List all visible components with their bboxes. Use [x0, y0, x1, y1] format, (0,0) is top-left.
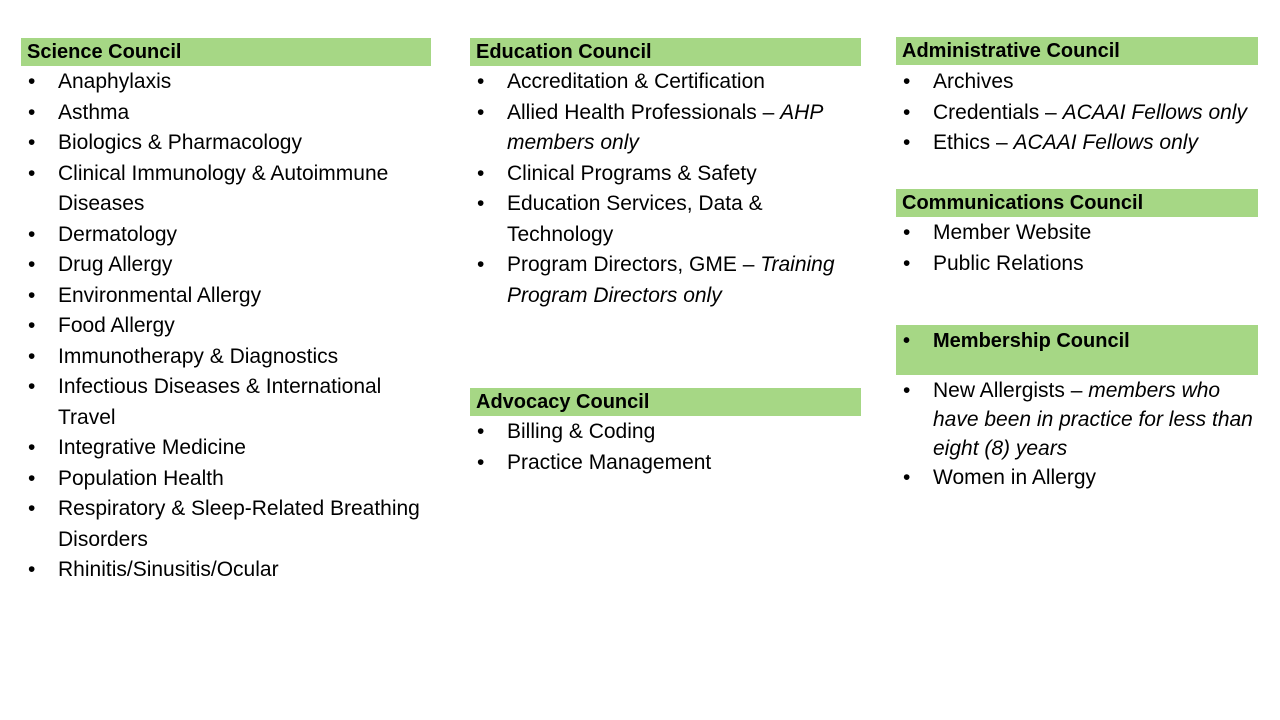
item-label: Education Services, Data & Technology — [507, 192, 763, 246]
bullet-icon: • — [903, 330, 911, 352]
bullet-icon: • — [903, 131, 911, 154]
list-item — [470, 98, 861, 159]
item-label: Clinical Programs & Safety — [507, 161, 757, 185]
item-label: Billing & Coding — [507, 420, 656, 443]
item-label: Food Allergy — [58, 314, 175, 337]
bullet-icon: • — [477, 70, 485, 93]
item-label: Infectious Diseases & International Travel — [58, 375, 382, 429]
list-item — [896, 98, 1258, 129]
list-item — [470, 417, 861, 448]
bullet-icon: • — [28, 344, 36, 368]
list-item — [21, 342, 431, 373]
item-note: AHP members only — [507, 100, 823, 154]
list-item — [21, 464, 431, 495]
education-council-list — [470, 67, 861, 311]
bullet-icon: • — [28, 558, 36, 581]
administrative-council — [896, 37, 1258, 159]
item-label: Accreditation & Certification — [507, 70, 765, 93]
membership-council-list — [896, 376, 1258, 492]
list-item — [21, 311, 431, 342]
science-council-list — [21, 67, 431, 586]
item-label: Rhinitis/Sinusitis/Ocular — [58, 558, 279, 581]
bullet-icon: • — [28, 161, 36, 185]
item-label: Credentials – — [933, 100, 1063, 124]
item-label: Population Health — [58, 466, 224, 490]
list-item — [21, 250, 431, 281]
bullet-icon: • — [28, 466, 36, 490]
bullet-icon: • — [903, 70, 911, 93]
membership-council — [896, 325, 1258, 492]
list-item — [470, 250, 861, 311]
science-council-header: Science Council — [21, 38, 431, 66]
bullet-icon: • — [477, 192, 485, 215]
item-label: Drug Allergy — [58, 253, 173, 276]
item-label: Program Directors, GME – — [507, 253, 761, 276]
list-item — [470, 189, 861, 250]
administrative-council-list — [896, 67, 1258, 159]
bullet-icon: • — [903, 251, 911, 275]
advocacy-council-list — [470, 417, 861, 478]
list-item — [470, 159, 861, 190]
list-item — [21, 555, 431, 586]
item-label: Clinical Immunology & Autoimmune Diseases — [58, 161, 389, 215]
item-label: Ethics – — [933, 131, 1014, 154]
item-label: New Allergists – — [933, 379, 1089, 402]
list-item — [470, 67, 861, 98]
item-label: Member Website — [933, 221, 1092, 244]
advocacy-council-header: Advocacy Council — [470, 388, 861, 416]
list-item — [896, 128, 1258, 159]
bullet-icon: • — [28, 283, 36, 307]
communications-council-header: Communications Council — [896, 189, 1258, 217]
item-label: Respiratory & Sleep-Related Breathing Disorders — [58, 497, 420, 551]
bullet-icon: • — [903, 379, 911, 402]
bullet-icon: • — [28, 375, 36, 398]
bullet-icon: • — [28, 70, 36, 93]
list-item — [21, 128, 431, 159]
list-item — [21, 67, 431, 98]
bullet-icon: • — [903, 221, 911, 244]
bullet-icon: • — [477, 100, 485, 124]
bullet-icon: • — [28, 100, 36, 124]
item-note: ACAAI Fellows only — [1013, 131, 1198, 154]
list-item — [21, 159, 431, 220]
item-label: Public Relations — [933, 251, 1084, 275]
list-item — [896, 463, 1258, 492]
bullet-icon: • — [477, 253, 485, 276]
list-item — [21, 372, 431, 433]
item-label: Allied Health Professionals – — [507, 100, 781, 124]
administrative-council-header: Administrative Council — [896, 37, 1258, 65]
education-council-header: Education Council — [470, 38, 861, 66]
bullet-icon: • — [477, 450, 485, 474]
science-council — [21, 38, 431, 586]
bullet-icon: • — [28, 222, 36, 246]
list-item — [21, 220, 431, 251]
list-item — [21, 98, 431, 129]
education-council — [470, 38, 861, 311]
bullet-icon: • — [903, 100, 911, 124]
list-item — [21, 433, 431, 464]
bullet-icon: • — [28, 436, 36, 459]
bullet-icon: • — [28, 497, 36, 520]
list-item — [896, 376, 1258, 463]
item-note: members who have been in practice for less than eight (8) years — [933, 379, 1253, 460]
item-label: Archives — [933, 70, 1014, 93]
item-note: Training Program Directors only — [507, 253, 835, 307]
list-item — [21, 281, 431, 312]
list-item — [896, 249, 1258, 280]
item-label: Asthma — [58, 100, 130, 124]
item-label: Women in Allergy — [933, 466, 1097, 489]
item-label: Dermatology — [58, 222, 178, 246]
bullet-icon: • — [28, 131, 36, 154]
bullet-icon: • — [903, 466, 911, 489]
bullet-icon: • — [28, 314, 36, 337]
membership-council-header — [896, 325, 1258, 375]
item-label: Environmental Allergy — [58, 283, 262, 307]
list-item — [21, 494, 431, 555]
list-item — [470, 448, 861, 479]
item-label: Anaphylaxis — [58, 70, 172, 93]
communications-council — [896, 189, 1258, 279]
list-item — [896, 218, 1258, 249]
advocacy-council — [470, 388, 861, 478]
communications-council-list — [896, 218, 1258, 279]
bullet-icon: • — [477, 420, 485, 443]
item-note: ACAAI Fellows only — [1062, 100, 1247, 124]
item-label: Practice Management — [507, 450, 712, 474]
item-label: Integrative Medicine — [58, 436, 246, 459]
membership-council-title: Membership Council — [933, 330, 1130, 352]
bullet-icon: • — [28, 253, 36, 276]
item-label: Biologics & Pharmacology — [58, 131, 302, 154]
item-label: Immunotherapy & Diagnostics — [58, 344, 339, 368]
bullet-icon: • — [477, 161, 485, 185]
list-item — [896, 67, 1258, 98]
